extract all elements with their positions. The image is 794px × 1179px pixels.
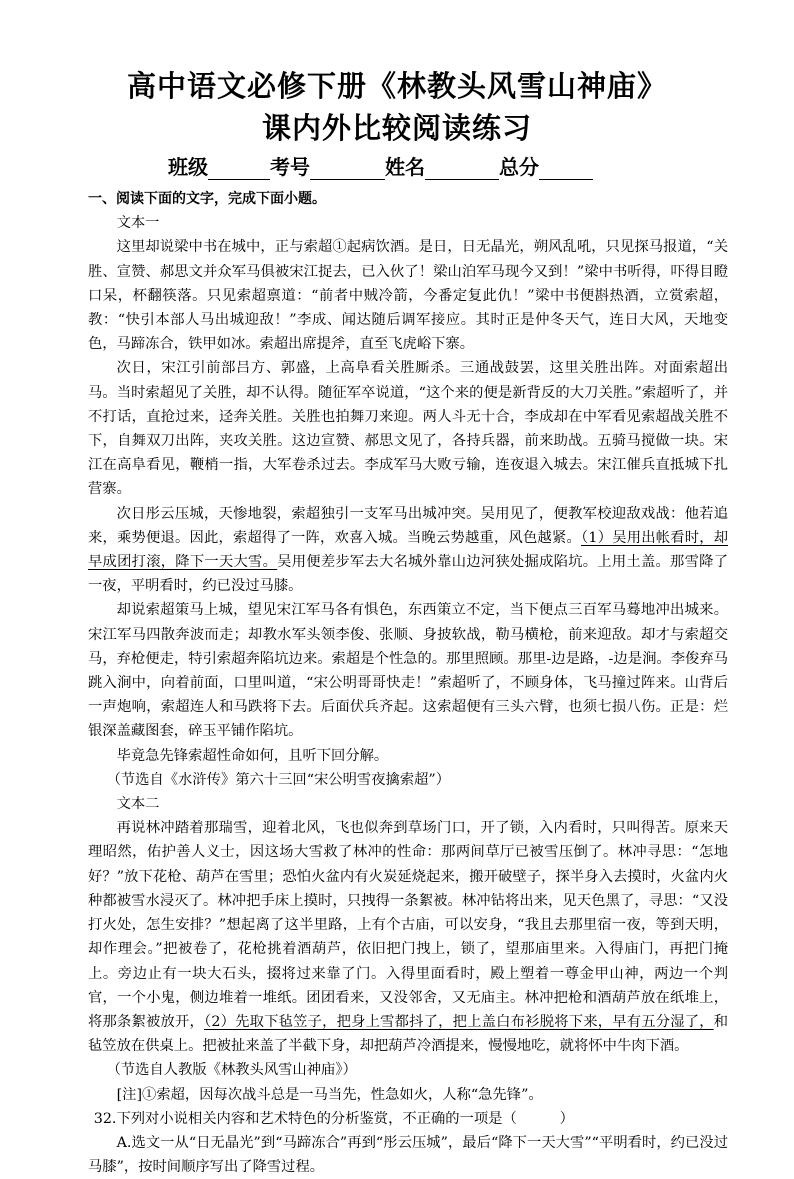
class-blank[interactable] xyxy=(208,159,270,180)
exam-number-blank[interactable] xyxy=(310,159,385,180)
total-score-label: 总分 xyxy=(499,155,539,179)
question-32-stem: 32.下列对小说相关内容和艺术特色的分析鉴赏，不正确的一项是（ ） xyxy=(93,1110,574,1127)
text2-paragraph-1-start: 再说林冲踏着那瑞雪，迎着北风，飞也似奔到草场门口，开了锁，入内看时，只叫得苦。原来天理昭然，佑护善人义士，因这场大雪救了林冲的性命：那两间草厅已被雪压倒了。林冲寻思：“怎地好？”放下花枪、葫芦在雪里；恐怕火盆内有火炭延烧起来，搬开破壁子，探半身入去摸时，火盆内火种都被雪水浸灭了。林冲把手床上摸时，只拽得一条絮被。林冲钻将出来，见天色黑了，寻思：“又没打火处，怎生安排？”想起离了这半里路，上有个古庙，可以安身，“我且去那里宿一夜，等到天明，却作理会。”把被卷了，花枪挑着酒葫芦，依旧把门拽上，锁了，望那庙里来。入得庙门，再把门掩上。旁边止有一块大石头，掇将过来靠了门。入得里面看时，殿上塑着一尊金甲山神，两边一个判官，一个小鬼，侧边堆着一堆纸。团团看来，又没邻舍，又无庙主。林冲把枪和酒葫芦放在纸堆上，将那条絮被放开， xyxy=(88,820,728,1030)
text1-source: （节选自《水浒传》第六十三回“宋公明雪夜擒索超”） xyxy=(106,771,451,788)
question-32-option-a: A.选文一从“日无晶光”到“马蹄冻合”再到“彤云压城”，最后“降下一天大雪”“平明看时，约已没过马膝”，按时间顺序写出了降雪过程。 xyxy=(88,1134,728,1176)
name-blank[interactable] xyxy=(425,159,499,180)
text2-label: 文本二 xyxy=(116,796,160,813)
exam-number-label: 考号 xyxy=(270,155,310,179)
text1-paragraph-2: 次日，宋江引前部吕方、郭盛，上高阜看关胜厮杀。三通战鼓罢，这里关胜出阵。对面索超出马。当时索超见了关胜，却不认得。随征军卒说道，“这个来的便是新背反的大刀关胜。”索超听了，并不打话，直抢过来，迳奔关胜。关胜也拍舞刀来迎。两人斗无十合，李成却在中军看见索超战关胜不下，自舞双刀出阵，夹攻关胜。这边宣赞、郝思文见了，各持兵器，前来助战。五骑马搅做一块。宋江在高阜看见，鞭梢一指，大军卷杀过去。李成军马大败亏输，连夜退入城去。宋江催兵直抵城下扎营寨。 xyxy=(88,360,728,498)
section-heading: 一、阅读下面的文字，完成下面小题。 xyxy=(88,191,326,207)
underlined-sentence-2: （2）先取下毡笠子，把身上雪都抖了，把上盖白布衫脱将下来，早有五分湿了， xyxy=(204,1013,714,1030)
text2-source: （节选自人教版《林教头风雪山神庙》） xyxy=(106,1062,357,1079)
text2-paragraph-1 xyxy=(88,816,728,1058)
reading-content xyxy=(88,187,728,1179)
text2-paragraph-1-end: 和毡笠放在供桌上。把被扯来盖了半截下身，却把葫芦冷酒提来，慢慢地吃，就将怀中牛肉下酒。 xyxy=(88,1013,728,1055)
student-info-row xyxy=(168,151,593,180)
text1-label: 文本一 xyxy=(116,215,160,232)
document-title: 高中语文必修下册《林教头风雪山神庙》 xyxy=(126,69,667,103)
text1-paragraph-5: 毕竟急先锋索超性命如何，且听下回分解。 xyxy=(116,747,389,764)
text1-paragraph-4: 却说索超策马上城，望见宋江军马各有惧色，东西策立不定，当下便点三百军马蓦地冲出城来。宋江军马四散奔波而走；却教水军头领李俊、张顺、身披软战，勒马横枪，前来迎敌。却才与索超交马，弃枪便走，特引索超奔陷坑边来。索超是个性急的。那里照顾。那里-边是路，-边是涧。李俊弃马跳入涧中，向着前面，口里叫道，“宋公明哥哥快走！”索超听了，不顾身体，飞马撞过阵来。山背后一声炮响，索超连人和马跌将下去。后面伏兵齐起。这索超便有三头六臂，也须七损八伤。正是：烂银深盖藏图套，碎玉平铺作陷坑。 xyxy=(88,602,728,740)
text1-paragraph-1: 这里却说梁中书在城中，正与索超①起病饮酒。是日，日无晶光，朔风乱吼，只见探马报道，“关胜、宣赞、郝思文并众军马俱被宋江捉去，已入伙了！梁山泊军马现今又到！”梁中书听得，吓得目瞪口呆，杯翻筷落。只见索超禀道：“前者中贼冷箭，今番定复此仇！”梁中书便斟热酒，立赏索超，教：“快引本部人马出城迎敌！”李成、闻达随后调军接应。其时正是仲冬天气，连日大风，天地变色，马蹄冻合，铁甲如冰。索超出席提斧，直至飞虎峪下寨。 xyxy=(88,239,728,353)
footnote: [注]①索超，因每次战斗总是一马当先，性急如火，人称“急先锋”。 xyxy=(116,1086,543,1103)
document-subtitle: 课内外比较阅读练习 xyxy=(261,111,532,145)
text1-paragraph-3 xyxy=(88,502,728,599)
underlined-sentence-1: （1）吴用出帐看时，却早成团打滚，降下一天大雪。 xyxy=(88,529,729,571)
class-label: 班级 xyxy=(168,155,208,179)
text1-paragraph-3-start: 次日彤云压城，天惨地裂，索超独引一支军马出城冲突。吴用见了，便教军校迎敌戏战：他若追来，乘势便退。因此，索超得了一阵，欢喜入城。当晚云势越重，风色越紧。 xyxy=(88,505,728,546)
name-label: 姓名 xyxy=(385,155,425,179)
text1-paragraph-3-end: 吴用便差步军去大名城外靠山边河狭处掘成陷坑。上用土盖。那雪降了一夜，平明看时，约已没过马膝。 xyxy=(88,554,729,595)
total-score-blank[interactable] xyxy=(539,159,593,180)
